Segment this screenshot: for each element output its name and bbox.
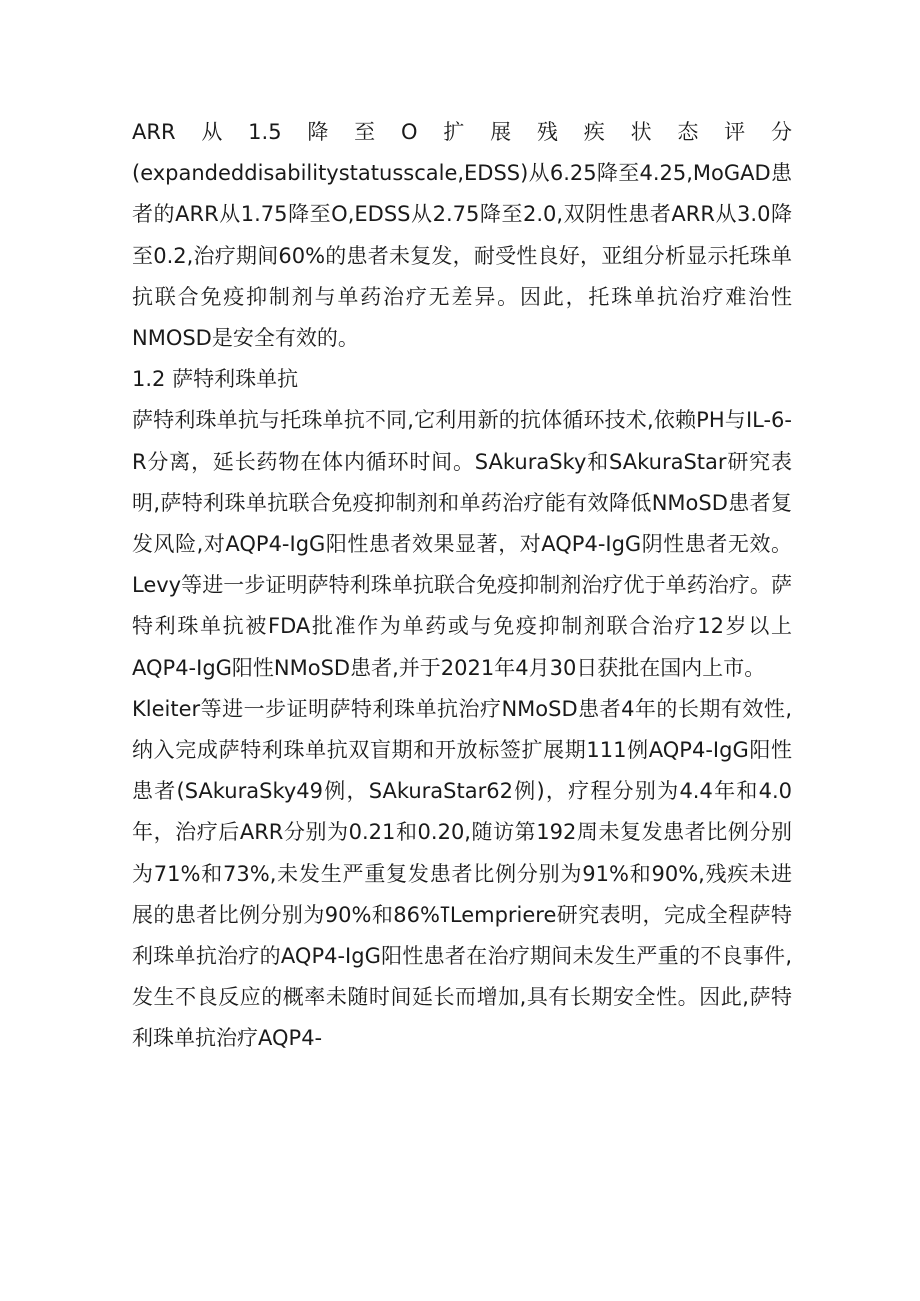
paragraph-satralizumab-long-term: Kleiter等进一步证明萨特利珠单抗治疗NMoSD患者4年的长期有效性,纳入完成萨特利珠单抗双盲期和开放标签扩展期111例AQP4-IgG阳性患者(SAkuraSky49例，SAkuraStar62例)，疗程分别为4.4年和4.0年，治疗后ARR分别为0.21和0.20,随访第192周未复发患者比例分别为71%和73%,未发生严重复发患者比例分别为91%和90%,残疾未进展的患者比例分别为90%和86%ߠLempriere研究表明，完成全程萨特利珠单抗治疗的AQP4-IgG阳性患者在治疗期间未发生严重的不良事件,发生不良反应的概率未随时间延长而增加,具有长期安全性。因此,萨特利珠单抗治疗AQP4- bbox=[132, 696, 792, 1051]
paragraph-satralizumab-mechanism: 萨特利珠单抗与托珠单抗不同,它利用新的抗体循环技术,依赖PH与IL-6-R分离，延长药物在体内循环时间。SAkuraSky和SAkuraStar研究表明,萨特利珠单抗联合免疫抑制剂和单药治疗能有效降低NMoSD患者复发风险,对AQP4-IgG阳性患者效果显著，对AQP4-IgG阴性患者无效。Levy等进一步证明萨特利珠单抗联合免疫抑制剂治疗优于单药治疗。萨特利珠单抗被FDA批准作为单药或与免疫抑制剂联合治疗12岁以上AQP4-IgG阳性NMoSD患者,并于2021年4月30日获批在国内上市。 bbox=[132, 408, 792, 680]
document-body bbox=[132, 112, 792, 1060]
section-heading-satralizumab: 1.2 萨特利珠单抗 bbox=[132, 367, 299, 392]
paragraph-tocilizumab-results: ARR从1.5降至O扩展残疾状态评分(expandeddisabilitystatusscale,EDSS)从6.25降至4.25,MoGAD患者的ARR从1.75降至O,EDSS从2.75降至2.0,双阴性患者ARR从3.0降至0.2,治疗期间60%的患者未复发，耐受性良好，亚组分析显示托珠单抗联合免疫抑制剂与单药治疗无差异。因此，托珠单抗治疗难治性NMOSD是安全有效的。 bbox=[132, 120, 792, 351]
